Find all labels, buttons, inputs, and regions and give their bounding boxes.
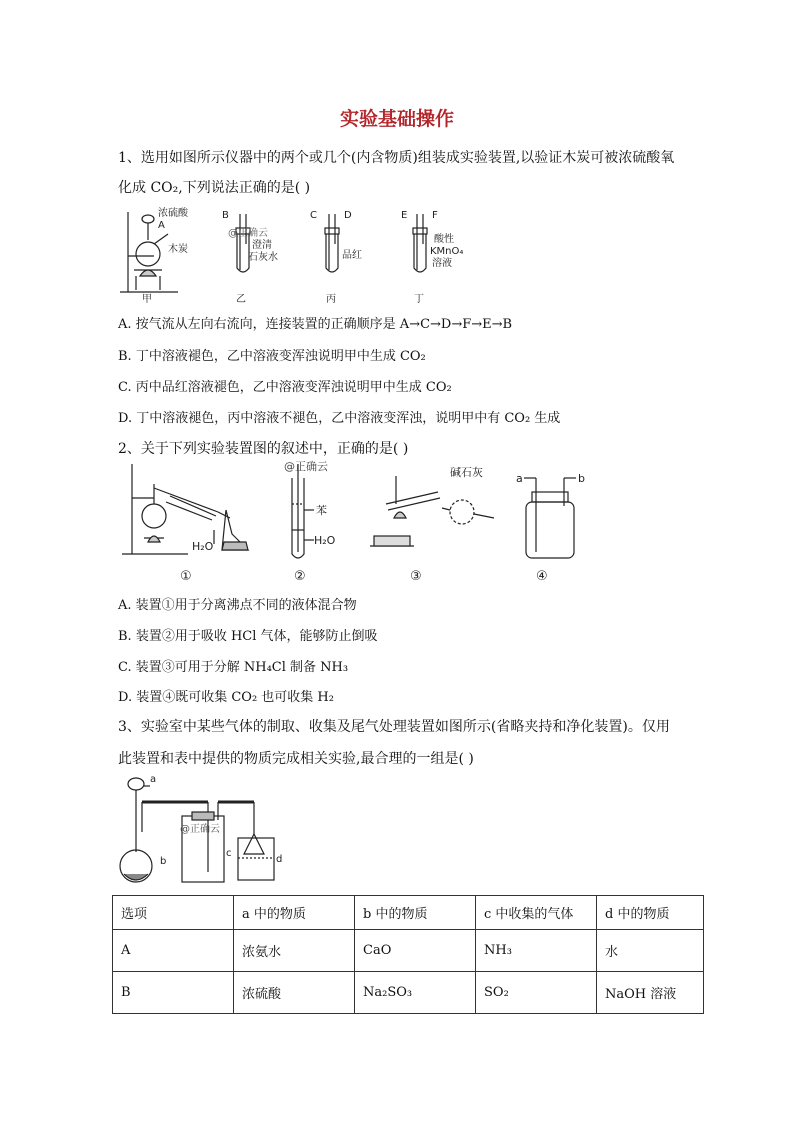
table-header-row xyxy=(113,896,704,930)
label-n4: ④ xyxy=(536,569,548,584)
label-d: d xyxy=(276,854,283,865)
label-h2o-1: H₂O xyxy=(192,540,214,553)
label-c: c xyxy=(226,848,232,859)
q3-options-table xyxy=(112,895,704,1014)
q1-option-c: C. 丙中品红溶液褪色，乙中溶液变浑浊说明甲中生成 CO₂ xyxy=(118,380,452,395)
q2-option-a: A. 装置①用于分离沸点不同的液体混合物 xyxy=(118,598,357,613)
table-cell: A xyxy=(113,930,234,972)
q1-stem-line1: 1、选用如图所示仪器中的两个或几个(内含物质)组装成实验装置,以验证木炭可被浓硫酸氧 xyxy=(118,150,675,166)
q2-apparatus-figure xyxy=(118,458,588,586)
label-n1: ① xyxy=(180,569,192,584)
table-header: b 中的物质 xyxy=(355,896,476,930)
label-ben: 苯 xyxy=(316,504,327,517)
label-a: a xyxy=(150,774,157,785)
table-header: a 中的物质 xyxy=(234,896,355,930)
table-cell: 浓硫酸 xyxy=(234,972,355,1014)
table-cell: Na₂SO₃ xyxy=(355,972,476,1014)
q1-option-d: D. 丁中溶液褪色，丙中溶液不褪色，乙中溶液变浑浊，说明甲中有 CO₂ 生成 xyxy=(118,411,561,426)
label-rongye: 溶液 xyxy=(432,258,452,269)
label-pinhong: 品红 xyxy=(342,250,362,261)
label-E: E xyxy=(401,210,408,221)
label-C: C xyxy=(310,210,317,221)
watermark: @正确云 xyxy=(228,228,268,239)
table-header: c 中收集的气体 xyxy=(476,896,597,930)
page-title: 实验基础操作 xyxy=(339,108,454,130)
table-row xyxy=(113,972,704,1014)
label-jianshihui: 碱石灰 xyxy=(450,466,483,479)
label-n3: ③ xyxy=(410,569,422,584)
label-D: D xyxy=(344,210,352,221)
table-header: 选项 xyxy=(113,896,234,930)
label-shihuishui: 石灰水 xyxy=(248,252,278,263)
table-cell: B xyxy=(113,972,234,1014)
label-A: A xyxy=(158,220,165,231)
label-a: a xyxy=(516,472,523,485)
table-header: d 中的物质 xyxy=(597,896,704,930)
q1-apparatus-figure xyxy=(118,204,498,304)
label-suanxing: 酸性 xyxy=(434,234,454,245)
watermark: @正确云 xyxy=(284,460,328,473)
table-cell: SO₂ xyxy=(476,972,597,1014)
q3-stem-line1: 3、实验室中某些气体的制取、收集及尾气处理装置如图所示(省略夹持和净化装置)。仅用 xyxy=(118,719,670,735)
label-B: B xyxy=(222,210,229,221)
label-n2: ② xyxy=(294,569,306,584)
q2-option-d: D. 装置④既可收集 CO₂ 也可收集 H₂ xyxy=(118,690,334,705)
table-cell: 浓氨水 xyxy=(234,930,355,972)
label-chengqing: 澄清 xyxy=(252,240,272,251)
table-row xyxy=(113,930,704,972)
table-cell: CaO xyxy=(355,930,476,972)
label-h2o-2: H₂O xyxy=(314,534,336,547)
label-ding: 丁 xyxy=(414,294,424,304)
label-b: b xyxy=(578,472,585,485)
label-bing: 丙 xyxy=(326,294,336,304)
label-b: b xyxy=(160,856,167,867)
table-cell: NaOH 溶液 xyxy=(597,972,704,1014)
q1-stem-line2: 化成 CO₂,下列说法正确的是( ) xyxy=(118,180,311,196)
q1-option-b: B. 丁中溶液褪色，乙中溶液变浑浊说明甲中生成 CO₂ xyxy=(118,349,426,364)
q2-option-c: C. 装置③可用于分解 NH₄Cl 制备 NH₃ xyxy=(118,660,349,675)
label-jia: 甲 xyxy=(142,294,152,304)
table-cell: 水 xyxy=(597,930,704,972)
label-kmno4: KMnO₄ xyxy=(430,246,464,257)
label-mutan: 木炭 xyxy=(168,244,188,255)
label-F: F xyxy=(432,210,438,221)
table-cell: NH₃ xyxy=(476,930,597,972)
q3-stem-line2: 此装置和表中提供的物质完成相关实验,最合理的一组是( ) xyxy=(118,751,474,767)
q1-option-a: A. 按气流从左向右流向，连接装置的正确顺序是 A→C→D→F→E→B xyxy=(118,317,513,332)
q3-apparatus-figure xyxy=(118,772,298,892)
watermark: @正确云 xyxy=(180,824,220,835)
label-nongliusuan: 浓硫酸 xyxy=(158,208,188,219)
label-yi: 乙 xyxy=(236,294,246,304)
q2-stem: 2、关于下列实验装置图的叙述中，正确的是( ) xyxy=(118,441,409,457)
q2-option-b: B. 装置②用于吸收 HCl 气体，能够防止倒吸 xyxy=(118,629,378,644)
